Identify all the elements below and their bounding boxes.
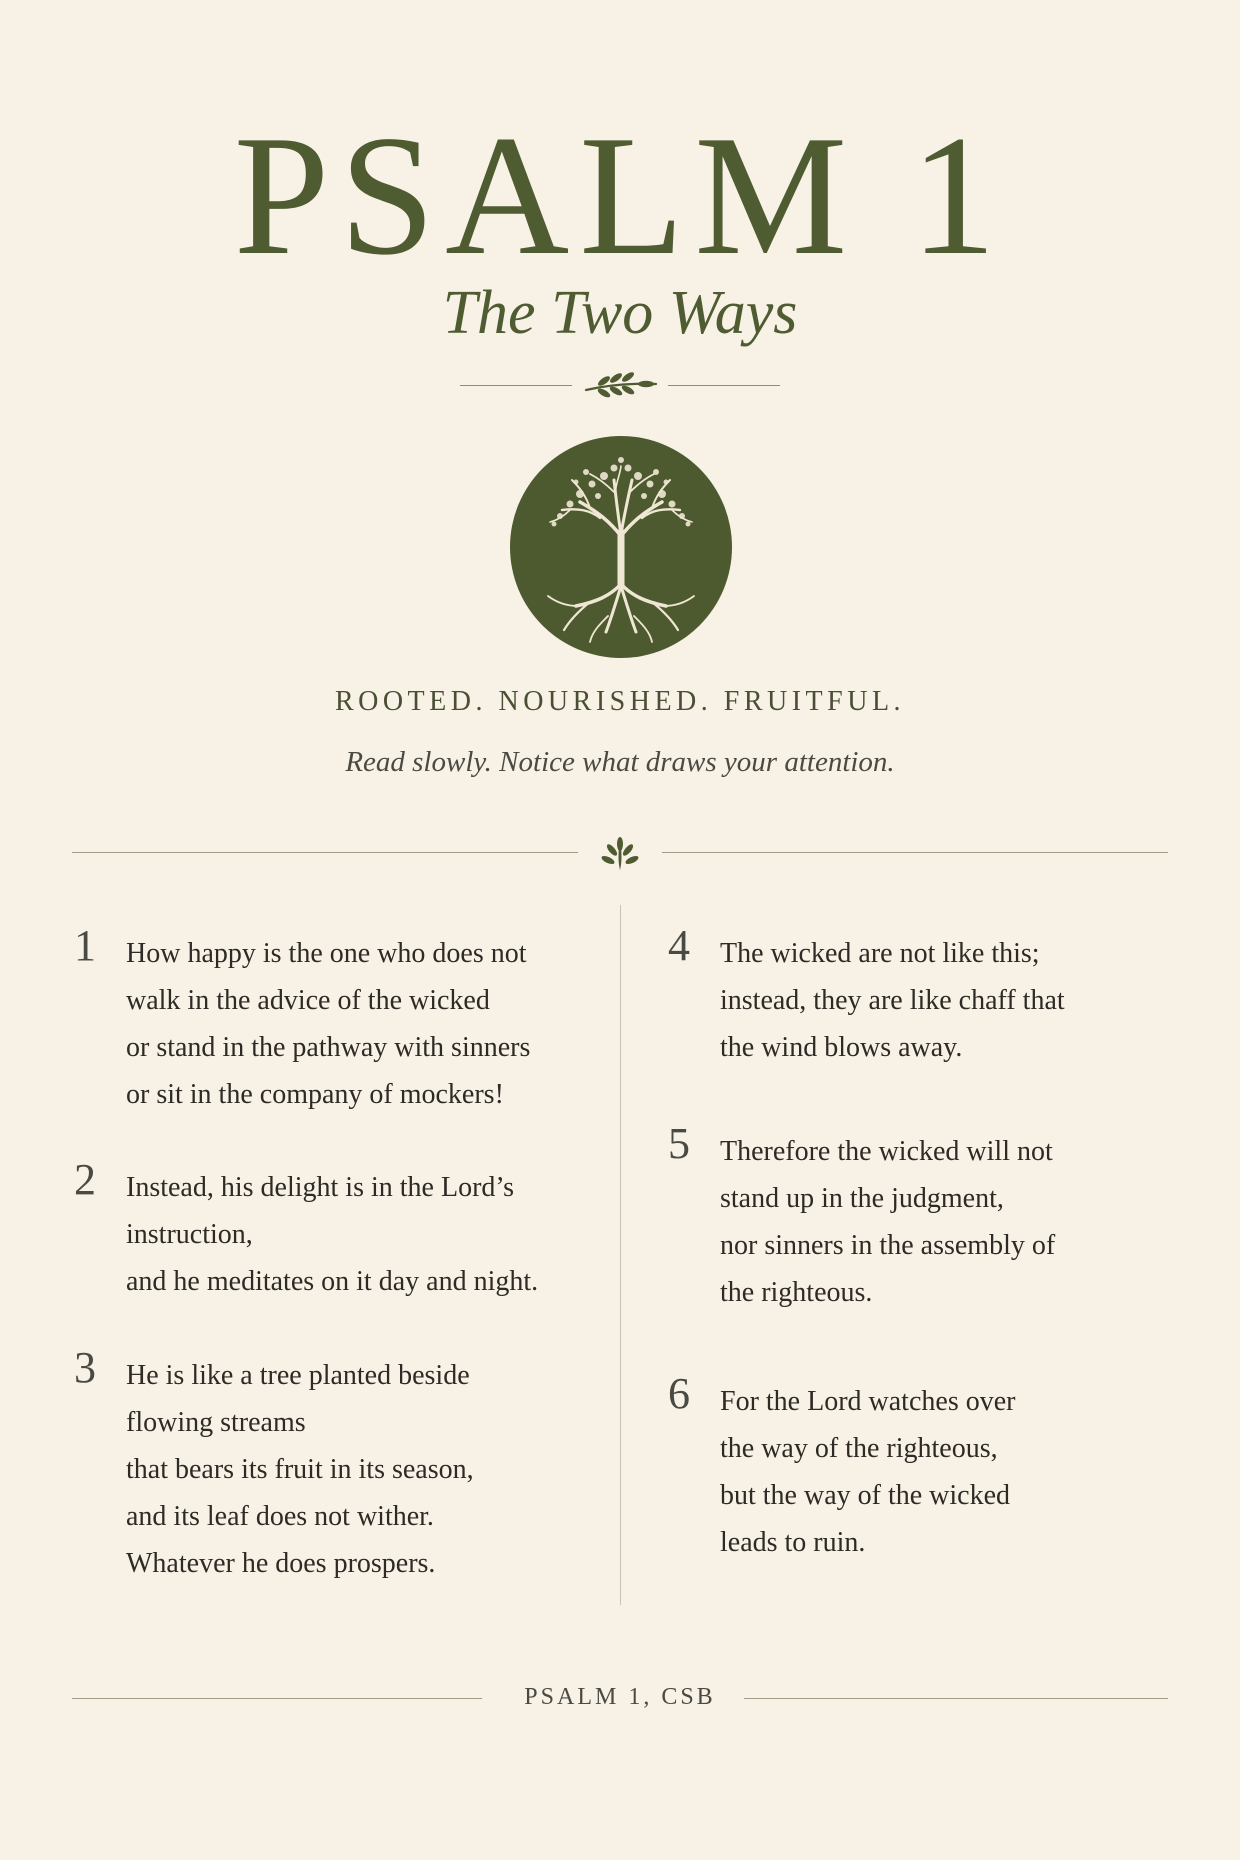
verse-text: [720, 1128, 1055, 1316]
verse-line: Whatever he does prospers.: [126, 1548, 436, 1579]
ornament-line-right: [668, 385, 780, 386]
verse-line: For the Lord watches over: [720, 1386, 1016, 1417]
verse-text: [720, 930, 1065, 1071]
verse-line: leads to ruin.: [720, 1527, 866, 1558]
page-title: PSALM 1: [233, 101, 1007, 291]
ornament-line-left: [460, 385, 572, 386]
reading-instruction: Read slowly. Notice what draws your attention.: [345, 746, 895, 778]
leaf-sprout-icon: [598, 834, 642, 874]
verse-line: walk in the advice of the wicked: [126, 985, 490, 1016]
citation: PSALM 1, CSB: [524, 1684, 716, 1710]
verse-line: and its leaf does not wither.: [126, 1501, 434, 1532]
verse-line: or stand in the pathway with sinners: [126, 1032, 531, 1063]
verse-line: How happy is the one who does not: [126, 938, 527, 969]
verse-number: 4: [668, 921, 690, 970]
verse-number: 1: [74, 921, 96, 970]
tagline: ROOTED. NOURISHED. FRUITFUL.: [334, 686, 906, 717]
verse-line: stand up in the judgment,: [720, 1183, 1004, 1214]
verse-text: [126, 1352, 474, 1587]
verse-line: that bears its fruit in its season,: [126, 1454, 474, 1485]
verse-line: He is like a tree planted beside: [126, 1360, 470, 1391]
verse-number: 5: [668, 1119, 690, 1168]
verse-line: Instead, his delight is in the Lord’s: [126, 1172, 515, 1203]
verse-line: but the way of the wicked: [720, 1480, 1011, 1511]
verse-line: the way of the righteous,: [720, 1433, 998, 1464]
verse-line: Therefore the wicked will not: [720, 1136, 1053, 1167]
verse-line: and he meditates on it day and night.: [126, 1266, 539, 1297]
verse-line: or sit in the company of mockers!: [126, 1079, 504, 1110]
verse-line: nor sinners in the assembly of: [720, 1230, 1056, 1261]
verse-line: instead, they are like chaff that: [720, 985, 1065, 1016]
section-divider: [0, 834, 1240, 874]
title-ornament: [0, 368, 1240, 402]
tree-of-life-icon: [510, 436, 732, 658]
verse-line: the wind blows away.: [720, 1032, 963, 1063]
verse-line: the righteous.: [720, 1277, 873, 1308]
verse-line: instruction,: [126, 1219, 253, 1250]
verse-line: The wicked are not like this;: [720, 938, 1040, 969]
verse-number: 3: [74, 1343, 96, 1392]
divider-line-left: [72, 852, 578, 853]
verse-line: flowing streams: [126, 1407, 306, 1438]
verse-number: 2: [74, 1155, 96, 1204]
verse-text: [720, 1378, 1015, 1566]
divider-line-right: [662, 852, 1168, 853]
verse-number: 6: [668, 1369, 690, 1418]
verse-text: [126, 1164, 538, 1305]
footer: [0, 1684, 1240, 1714]
laurel-sprig-icon: [580, 368, 662, 402]
tree-medallion: [510, 436, 732, 658]
page-subtitle: The Two Ways: [442, 279, 798, 347]
column-rule: [620, 905, 621, 1605]
verse-text: [126, 930, 530, 1118]
